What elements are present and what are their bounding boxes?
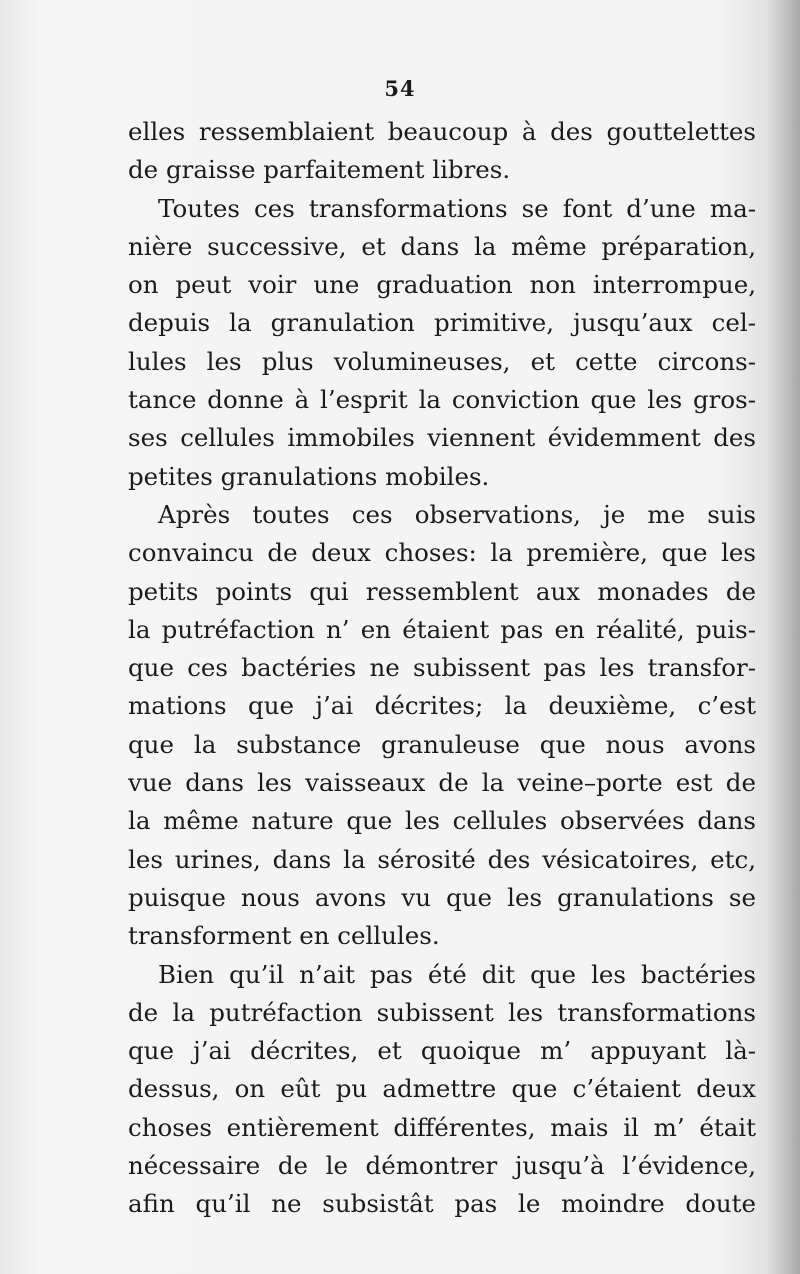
text-line: transforment en cellules. [128, 921, 440, 951]
text-line: que ces bactéries ne subissent pas les transfor- [128, 653, 756, 683]
page-edge-shadow [766, 0, 800, 1274]
text-line: de graisse parfaitement libres. [128, 155, 511, 185]
text-line: vue dans les vaisseaux de la veine–porte est de [128, 768, 756, 798]
text-line: afin qu’il ne subsistât pas le moindre doute [128, 1189, 756, 1219]
text-line: que la substance granuleuse que nous avons [128, 729, 756, 759]
text-line: choses entièrement différentes, mais il m’ était [128, 1112, 756, 1142]
text-line: ses cellules immobiles viennent évidemment des [128, 423, 756, 453]
text-line: elles ressemblaient beaucoup à des gouttelettes [128, 117, 756, 146]
text-line: nécessaire de le démontrer jusqu’à l’évidence, [128, 1151, 756, 1181]
text-line: puisque nous avons vu que les granulations se [128, 882, 756, 912]
text-line: la même nature que les cellules observées dans [128, 806, 756, 836]
text-line: Bien qu’il n’ait pas été dit que les bactéries [158, 959, 756, 989]
text-line: que j’ai décrites, et quoique m’ appuyant là- [128, 1036, 756, 1066]
text-line: convaincu de deux choses: la première, que les [128, 538, 756, 568]
page-number: 54 [384, 76, 416, 101]
text-line: depuis la granulation primitive, jusqu’aux cel- [128, 308, 756, 338]
text-line: Toutes ces transformations se font d’une ma- [158, 193, 756, 223]
body-text [128, 113, 756, 1224]
text-line: tance donne à l’esprit la conviction que les gros- [128, 385, 756, 415]
text-line: on peut voir une graduation non interrompue, [128, 270, 756, 300]
text-line: les urines, dans la sérosité des vésicatoires, etc, [128, 844, 756, 874]
text-line: de la putréfaction subissent les transformations [128, 997, 756, 1027]
text-line: petites granulations mobiles. [128, 461, 490, 491]
text-line: Après toutes ces observations, je me suis [158, 499, 756, 529]
text-line: lules les plus volumineuses, et cette circons- [128, 346, 756, 376]
text-line: petits points qui ressemblent aux monades de [128, 576, 756, 606]
text-line: la putréfaction n’ en étaient pas en réalité, puis- [128, 614, 756, 644]
text-line: nière successive, et dans la même préparation, [128, 231, 756, 261]
text-line: mations que j’ai décrites; la deuxième, c’est [128, 691, 756, 721]
text-line: dessus, on eût pu admettre que c’étaient deux [128, 1074, 756, 1104]
